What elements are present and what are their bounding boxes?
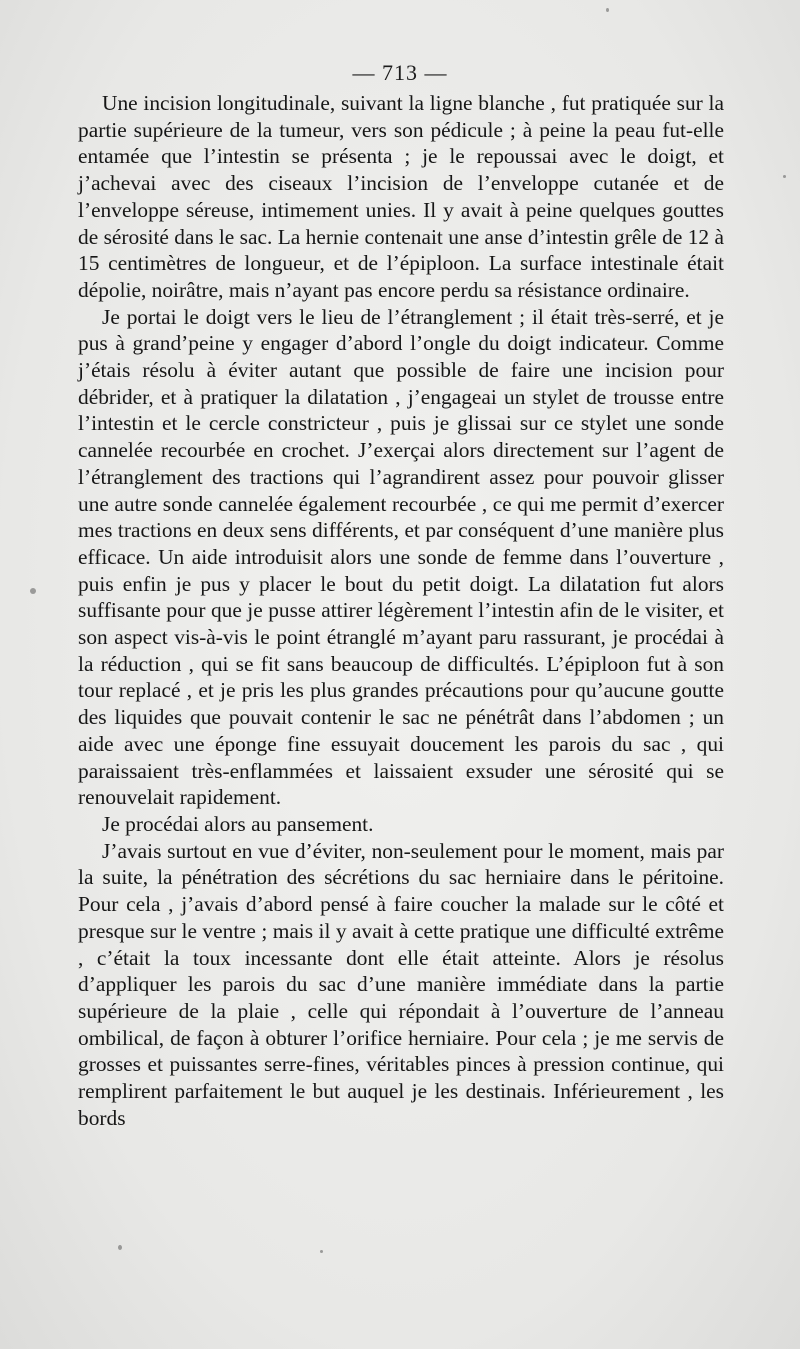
paper-speck — [783, 175, 786, 178]
paper-speck — [606, 8, 609, 12]
body-text — [78, 90, 724, 1131]
paper-speck — [118, 1245, 122, 1250]
paragraph-4: J’avais surtout en vue d’éviter, non-seulement pour le moment, mais par la suite, la pénétration des sécrétions du sac herniaire dans le péritoine. Pour cela , j’avais d’abord pensé à faire coucher la malade sur le côté et presque sur le ventre ; mais il y avait à cette pratique une difficulté extrême , c’était la toux incessante dont elle était atteinte. Alors je résolus d’appliquer les parois du sac d’une manière immédiate dans la partie supérieure de la plaie , celle qui répondait à l’ouverture de l’anneau ombilical, de façon à obturer l’orifice herniaire. Pour cela ; je me servis de grosses et puissantes serre-fines, véritables pinces à pression continue, qui remplirent parfaitement le but auquel je les destinais. Inférieurement , les bords — [78, 838, 724, 1130]
paper-speck — [30, 588, 36, 594]
paragraph-2: Je portai le doigt vers le lieu de l’étranglement ; il était très-serré, et je pus à grand’peine y engager d’abord l’ongle du doigt indicateur. Comme j’étais résolu à éviter autant que possible de faire une incision pour débrider, et à pratiquer la dilatation , j’engageai un stylet de trousse entre l’intestin et le cercle constricteur , puis je glissai sur ce stylet une sonde cannelée recourbée en crochet. J’exerçai alors directement sur l’agent de l’étranglement des tractions qui l’agrandirent assez pour pouvoir glisser une autre sonde cannelée également recourbée , ce qui me permit d’exercer mes tractions en deux sens différents, et par conséquent d’une manière plus efficace. Un aide introduisit alors une sonde de femme dans l’ouverture , puis enfin je pus y placer le bout du petit doigt. La dilatation fut alors suffisante pour que je pusse attirer légèrement l’intestin afin de le visiter, et son aspect vis-à-vis le point étranglé m’ayant paru rassurant, je procédai à la réduction , qui se fit sans beaucoup de difficultés. L’épiploon fut à son tour replacé , et je pris les plus grandes précautions pour qu’aucune goutte des liquides que pouvait contenir le sac ne pénétrât dans l’abdomen ; un aide avec une éponge fine essuyait doucement les parois du sac , qui paraissaient très-enflammées et laissaient exsuder une sérosité qui se renouvelait rapidement. — [78, 304, 724, 810]
paper-speck — [320, 1250, 323, 1253]
paragraph-3: Je procédai alors au pansement. — [102, 811, 374, 836]
paragraph-1: Une incision longitudinale, suivant la ligne blanche , fut pratiquée sur la partie supérieure de la tumeur, vers son pédicule ; à peine la peau fut-elle entamée que l’intestin se présenta ; je le repoussai avec le doigt, et j’achevai avec des ciseaux l’incision de l’enveloppe cutanée et de l’enveloppe séreuse, intimement unies. Il y avait à peine quelques gouttes de sérosité dans le sac. La hernie contenait une anse d’intestin grêle de 12 à 15 centimètres de longueur, et de l’épiploon. La surface intestinale était dépolie, noirâtre, mais n’ayant pas encore perdu sa résistance ordinaire. — [78, 91, 724, 302]
page-number: — 713 — — [352, 60, 448, 85]
